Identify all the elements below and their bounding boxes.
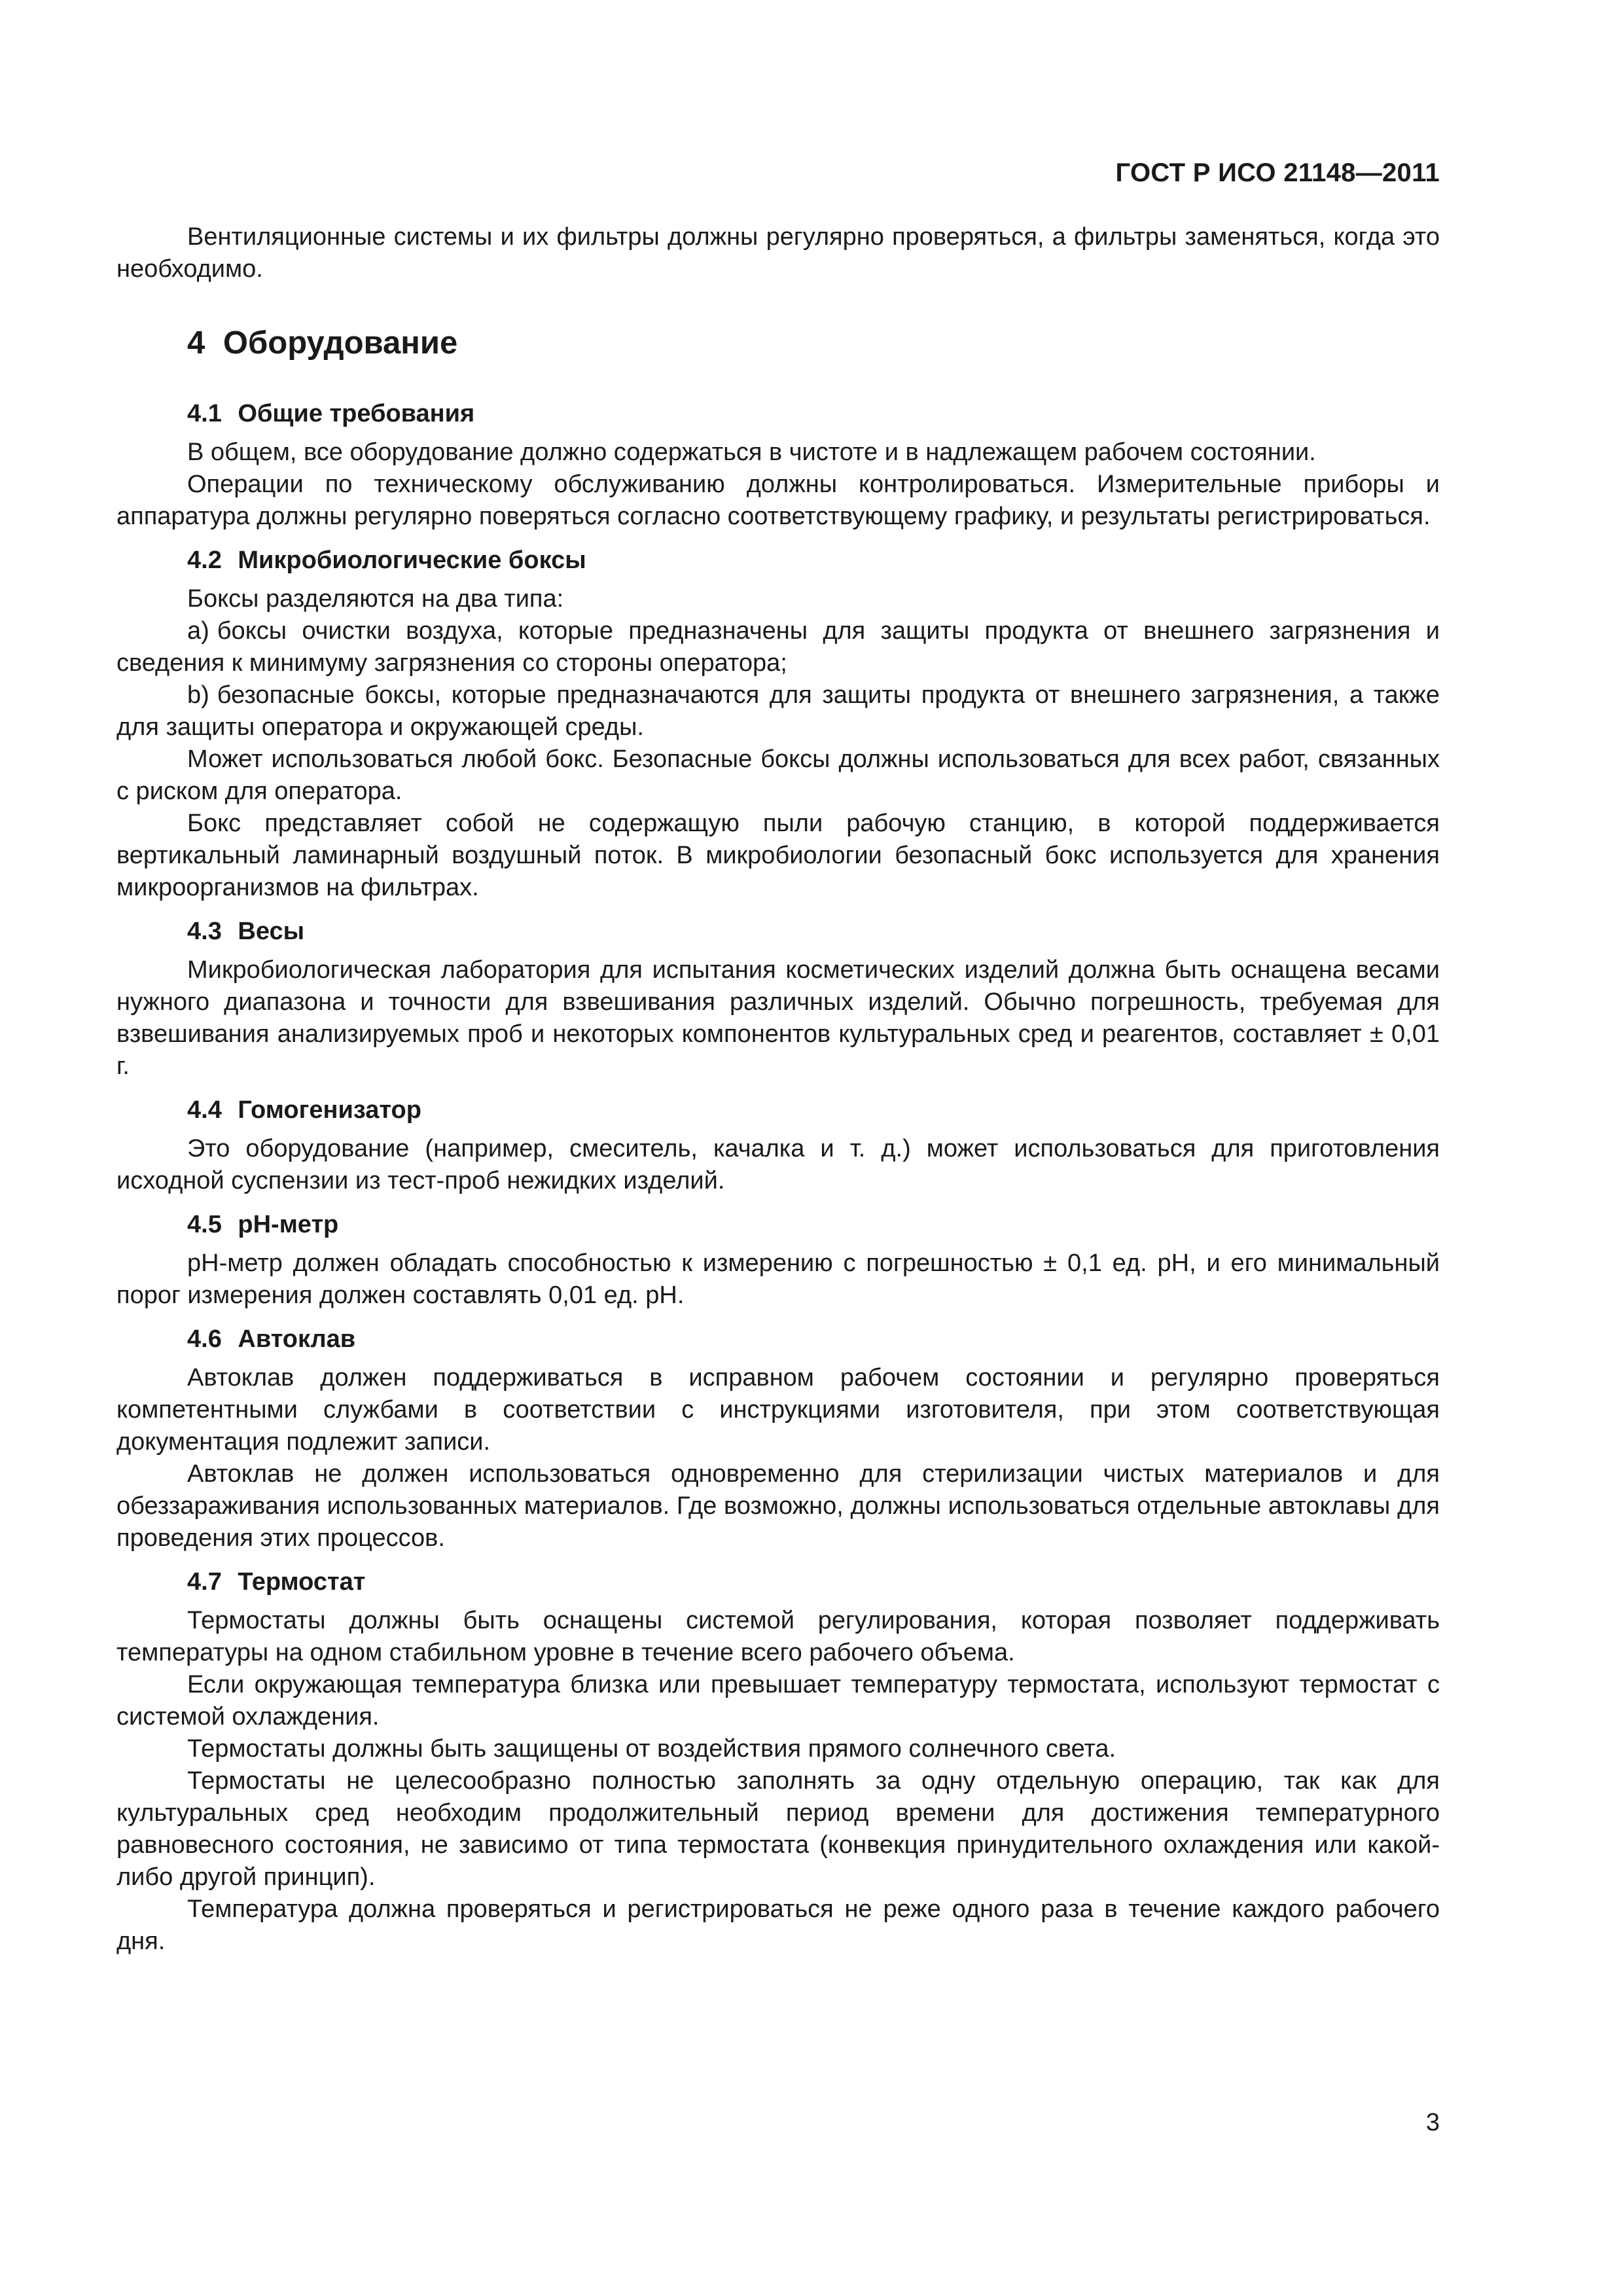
list-item-text: боксы очистки воздуха, которые предназначены для защиты продукта от внешнего загрязнения и сведения к минимуму загрязнения со стороны оператора; — [116, 617, 1440, 677]
paragraph: рН-метр должен обладать способностью к измерению с погрешностью ± 0,1 ед. рН, и его минимальный порог измерения должен составлять 0,01 ед. рН. — [116, 1249, 1440, 1309]
paragraph: Операции по техническому обслуживанию должны контролироваться. Измерительные приборы и аппаратура должны регулярно поверяться согласно соответствующему графику, и результаты регистрироваться. — [116, 471, 1440, 530]
paragraph: Термостаты не целесообразно полностью заполнять за одну отдельную операцию, так как для культуральных сред необходим продолжительный период времени для достижения температурного равновесного состояния, не зависимо от типа термостата (конвекция принудительного охлаждения или какой-либо другой принцип). — [116, 1767, 1440, 1891]
subsection-title: Гомогенизатор — [238, 1096, 421, 1124]
list-item-text: безопасные боксы, которые предназначаются для защиты продукта от внешнего загрязнения, а также для защиты оператора и окружающей среды. — [116, 681, 1440, 741]
subsection-title: Микробиологические боксы — [238, 547, 586, 574]
list-item-b — [116, 679, 1440, 744]
subsection-title: Весы — [238, 918, 305, 945]
subsection-title: Термостат — [238, 1568, 366, 1596]
subsection-number: 4.3 — [187, 918, 222, 945]
subsection-title: рН-метр — [238, 1211, 339, 1238]
subsection-number: 4.1 — [187, 400, 222, 427]
paragraph: Боксы разделяются на два типа: — [187, 585, 564, 613]
list-item-a — [116, 615, 1440, 679]
intro-paragraph: Вентиляционные системы и их фильтры должны регулярно проверяться, а фильтры заменяться, когда это необходимо. — [116, 223, 1440, 283]
subsection-4-1-heading — [187, 398, 1440, 430]
list-marker: a) — [187, 617, 209, 645]
subsection-4-6-heading — [187, 1323, 1440, 1355]
paragraph: Бокс представляет собой не содержащую пыли рабочую станцию, в которой поддерживается вертикальный ламинарный воздушный поток. В микробиологии безопасный бокс используется для хранения микроорганизмов на фильтрах. — [116, 810, 1440, 901]
subsection-title: Автоклав — [238, 1325, 356, 1353]
subsection-number: 4.6 — [187, 1325, 222, 1353]
section-number: 4 — [187, 325, 205, 361]
paragraph: Если окружающая температура близка или превышает температуру термостата, используют термостат с системой охлаждения. — [116, 1671, 1440, 1731]
subsection-number: 4.4 — [187, 1096, 222, 1124]
subsection-number: 4.2 — [187, 547, 222, 574]
subsection-number: 4.5 — [187, 1211, 222, 1238]
paragraph: Микробиологическая лаборатория для испытания косметических изделий должна быть оснащена весами нужного диапазона и точности для взвешивания различных изделий. Обычно погрешность, требуемая для взвешивания анализируемых проб и некоторых компонентов культуральных сред и реагентов, составляет ± 0,01 г. — [116, 956, 1440, 1080]
subsection-number: 4.7 — [187, 1568, 222, 1596]
document-id: ГОСТ Р ИСО 21148—2011 — [1115, 158, 1440, 187]
paragraph: Может использоваться любой бокс. Безопасные боксы должны использоваться для всех работ, связанных с риском для оператора. — [116, 745, 1440, 805]
subsection-4-5-heading — [187, 1209, 1440, 1241]
page-number: 3 — [1425, 2109, 1440, 2136]
paragraph: Температура должна проверяться и регистрироваться не реже одного раза в течение каждого рабочего дня. — [116, 1895, 1440, 1955]
section-title: Оборудование — [223, 325, 458, 361]
section-4-heading — [187, 323, 1440, 363]
paragraph: Автоклав должен поддерживаться в исправном рабочем состоянии и регулярно проверяться компетентными службами в соответствии с инструкциями изготовителя, при этом соответствующая документация подлежит записи. — [116, 1364, 1440, 1456]
subsection-4-2-heading — [187, 545, 1440, 577]
document-page — [116, 157, 1440, 1958]
list-marker: b) — [187, 681, 209, 709]
paragraph: Автоклав не должен использоваться одновременно для стерилизации чистых материалов и для обеззараживания использованных материалов. Где возможно, должны использоваться отдельные автоклавы для проведения этих процессов. — [116, 1460, 1440, 1552]
subsection-4-4-heading — [187, 1094, 1440, 1126]
paragraph: Термостаты должны быть оснащены системой регулирования, которая позволяет поддерживать температуры на одном стабильном уровне в течение всего рабочего объема. — [116, 1607, 1440, 1666]
paragraph: Термостаты должны быть защищены от воздействия прямого солнечного света. — [187, 1735, 1116, 1763]
subsection-4-7-heading — [187, 1566, 1440, 1598]
paragraph: В общем, все оборудование должно содержаться в чистоте и в надлежащем рабочем состоянии. — [187, 439, 1316, 466]
paragraph: Это оборудование (например, смеситель, качалка и т. д.) может использоваться для приготовления исходной суспензии из тест-проб нежидких изделий. — [116, 1135, 1440, 1194]
subsection-title: Общие требования — [238, 400, 475, 427]
subsection-4-3-heading — [187, 916, 1440, 948]
